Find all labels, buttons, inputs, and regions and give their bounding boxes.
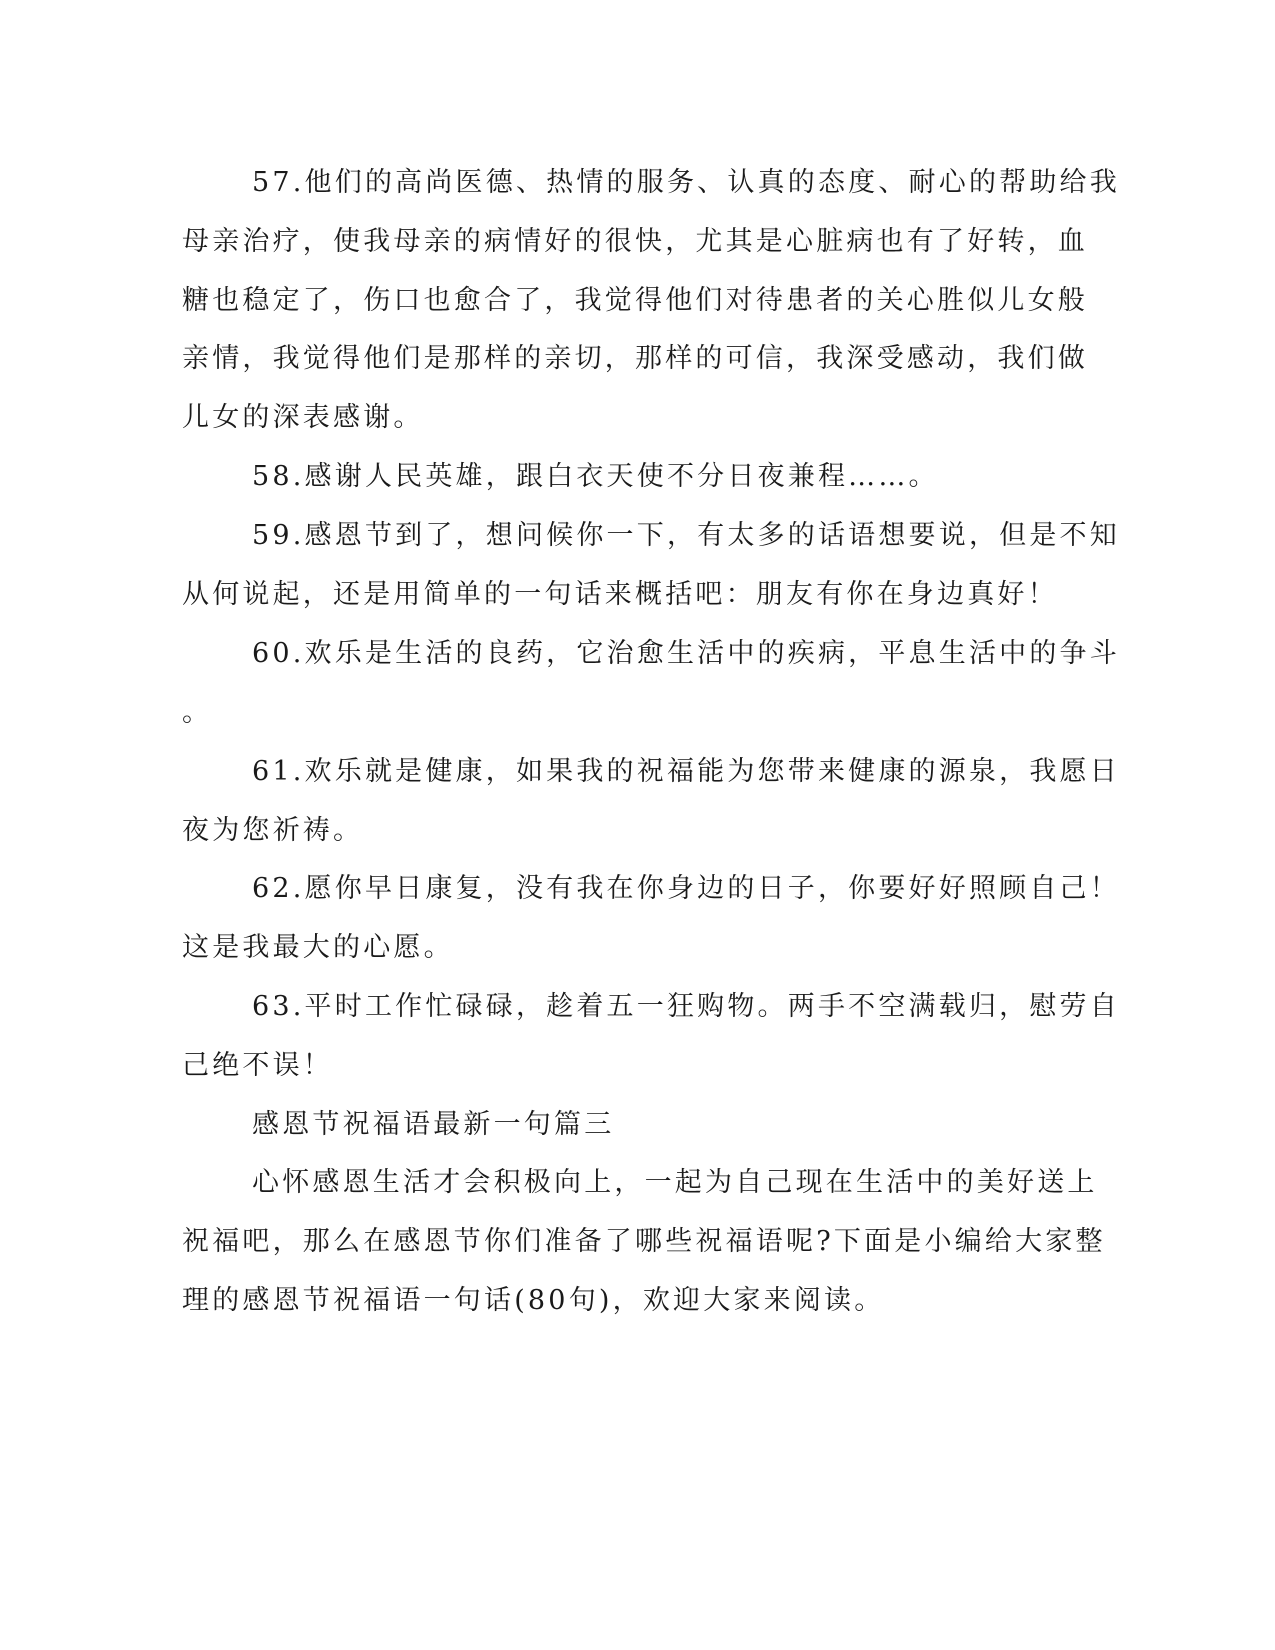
- paragraph-58-line-1: 58.感谢人民英雄，跟白衣天使不分日夜兼程……。: [252, 461, 939, 492]
- paragraph-62-line-1: 62.愿你早日康复，没有我在你身边的日子，你要好好照顾自己！: [252, 873, 1120, 904]
- paragraph-57-line-2: 母亲治疗，使我母亲的病情好的很快，尤其是心脏病也有了好转，血: [182, 226, 1088, 257]
- paragraph-61-line-2: 夜为您祈祷。: [182, 815, 364, 846]
- paragraph-57-line-4: 亲情，我觉得他们是那样的亲切，那样的可信，我深受感动，我们做: [182, 343, 1088, 374]
- paragraph-60-line-2: 。: [182, 697, 213, 728]
- paragraph-57-line-3: 糖也稳定了，伤口也愈合了，我觉得他们对待患者的关心胜似儿女般: [182, 285, 1088, 316]
- paragraph-57-line-1: 57.他们的高尚医德、热情的服务、认真的态度、耐心的帮助给我: [252, 167, 1120, 198]
- intro-paragraph-line-2: 祝福吧，那么在感恩节你们准备了哪些祝福语呢?下面是小编给大家整: [182, 1226, 1106, 1257]
- paragraph-60-line-1: 60.欢乐是生活的良药，它治愈生活中的疾病，平息生活中的争斗: [252, 638, 1120, 669]
- intro-paragraph-line-1: 心怀感恩生活才会积极向上，一起为自己现在生活中的美好送上: [252, 1167, 1098, 1198]
- paragraph-62-line-2: 这是我最大的心愿。: [182, 932, 454, 963]
- paragraph-59-line-1: 59.感恩节到了，想问候你一下，有太多的话语想要说，但是不知: [252, 520, 1120, 551]
- paragraph-63-line-1: 63.平时工作忙碌碌，趁着五一狂购物。两手不空满载归，慰劳自: [252, 991, 1120, 1022]
- paragraph-57-line-5: 儿女的深表感谢。: [182, 402, 424, 433]
- section-heading: 感恩节祝福语最新一句篇三: [252, 1109, 615, 1140]
- paragraph-63-line-2: 己绝不误！: [182, 1050, 333, 1081]
- intro-paragraph-line-3: 理的感恩节祝福语一句话(80句)，欢迎大家来阅读。: [182, 1285, 885, 1316]
- paragraph-59-line-2: 从何说起，还是用简单的一句话来概括吧：朋友有你在身边真好！: [182, 579, 1058, 610]
- paragraph-61-line-1: 61.欢乐就是健康，如果我的祝福能为您带来健康的源泉，我愿日: [252, 756, 1120, 787]
